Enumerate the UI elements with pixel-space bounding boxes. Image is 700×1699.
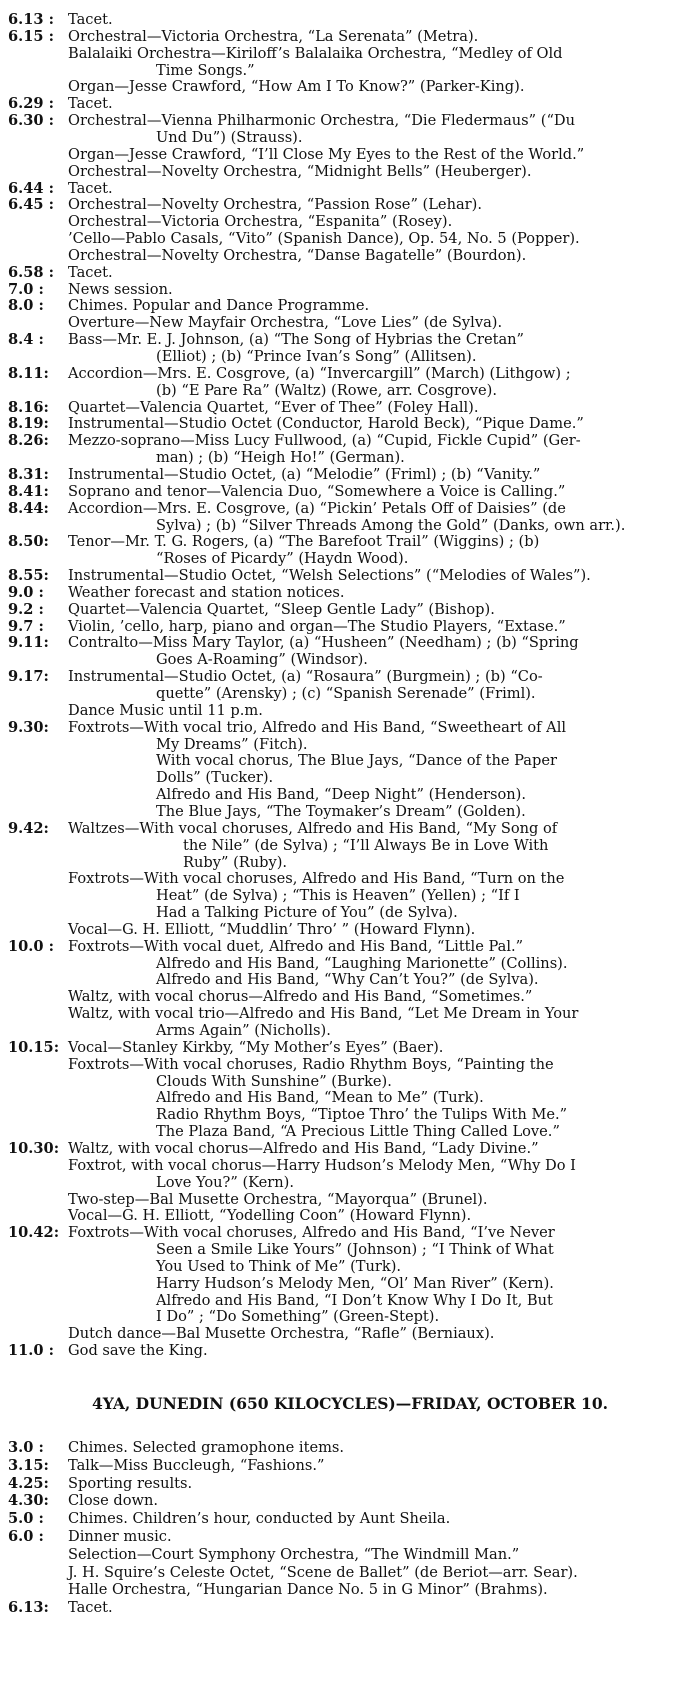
programme-text: Heat” (de Sylva) ; “This is Heaven” (Yellen) ; “If I <box>156 887 520 905</box>
programme-text: (b) “E Pare Ra” (Waltz) (Rowe, arr. Cosgrove). <box>156 381 497 399</box>
programme-line <box>8 837 692 855</box>
programme-line <box>8 382 692 400</box>
programme-text: Goes A-Roaming” (Windsor). <box>156 651 368 669</box>
programme-line <box>8 1039 692 1057</box>
programme-text: Sporting results. <box>68 1474 193 1492</box>
programme-line <box>8 517 692 535</box>
programme-text: You Used to Think of Me” (Turk). <box>156 1257 402 1275</box>
programme-text: Organ—Jesse Crawford, “I’ll Close My Eyes to the Rest of the World.” <box>68 145 585 163</box>
programme-text: Tacet. <box>68 95 113 113</box>
programme-line <box>8 500 692 518</box>
programme-text: Harry Hudson’s Melody Men, “Ol’ Man River” (Kern). <box>156 1274 554 1292</box>
programme-text: Bass—Mr. E. J. Johnson, (a) “The Song of Hybrias the Cretan” <box>68 331 525 349</box>
programme-line <box>8 365 692 383</box>
programme-line <box>8 971 692 989</box>
programme-text: Tacet. <box>68 179 113 197</box>
programme-line <box>8 904 692 922</box>
programme-line <box>8 348 692 366</box>
programme-line <box>8 634 692 652</box>
programme-text: My Dreams” (Fitch). <box>156 735 308 753</box>
programme-line <box>8 1325 692 1343</box>
programme-line <box>8 1457 692 1475</box>
programme-time: 9.42: <box>8 819 49 837</box>
programme-time: 7.0 : <box>8 280 44 298</box>
programme-line <box>8 281 692 299</box>
programme-time: 6.13: <box>8 1599 49 1617</box>
programme-line <box>8 449 692 467</box>
programme-text: Orchestral—Novelty Orchestra, “Danse Bagatelle” (Bourdon). <box>68 246 527 264</box>
programme-line <box>8 1106 692 1124</box>
programme-time: 6.13 : <box>8 11 55 28</box>
programme-line <box>8 550 692 568</box>
programme-line <box>8 163 692 181</box>
programme-text: Seen a Smile Like Yours” (Johnson) ; “I Think of What <box>156 1241 554 1259</box>
programme-line <box>8 1224 692 1242</box>
programme-text: Weather forecast and station notices. <box>68 583 345 601</box>
programme-text: Orchestral—Victoria Orchestra, “La Serenata” (Metra). <box>68 27 479 45</box>
programme-text: Sylva) ; (b) “Silver Threads Among the Gold” (Danks, own arr.). <box>156 516 626 534</box>
programme-text: “Roses of Picardy” (Haydn Wood). <box>156 550 409 568</box>
programme-time: 9.0 : <box>8 583 44 601</box>
programme-line <box>8 1056 692 1074</box>
programme-text: Had a Talking Picture of You” (de Sylva). <box>156 904 458 922</box>
programme-line <box>8 1140 692 1158</box>
programme-line <box>8 1157 692 1175</box>
programme-time: 9.7 : <box>8 617 44 635</box>
programme-line <box>8 78 692 96</box>
programme-line <box>8 432 692 450</box>
programme-line <box>8 820 692 838</box>
programme-time: 8.55: <box>8 567 49 585</box>
programme-line <box>8 921 692 939</box>
programme-text: Orchestral—Novelty Orchestra, “Midnight Bells” (Heuberger). <box>68 162 532 180</box>
programme-time: 8.4 : <box>8 331 44 349</box>
programme-text: Alfredo and His Band, “I Don’t Know Why I Do It, But <box>156 1291 553 1309</box>
programme-text: Selection—Court Symphony Orchestra, “The Windmill Man.” <box>68 1545 520 1563</box>
programme-time: 8.50: <box>8 533 49 551</box>
programme-text: Overture—New Mayfair Orchestra, “Love Lies” (de Sylva). <box>68 314 503 332</box>
programme-line <box>8 314 692 332</box>
programme-text: Close down. <box>68 1492 159 1510</box>
programme-line <box>8 95 692 113</box>
programme-time: 9.11: <box>8 634 49 652</box>
programme-text: ’Cello—Pablo Casals, “Vito” (Spanish Dance), Op. 54, No. 5 (Popper). <box>68 230 580 248</box>
programme-time: 6.29 : <box>8 95 55 113</box>
programme-line <box>8 651 692 669</box>
programme-line <box>8 618 692 636</box>
programme-text: Radio Rhythm Boys, “Tiptoe Thro’ the Tulips With Me.” <box>156 1106 568 1124</box>
programme-text: Foxtrots—With vocal duet, Alfredo and His Band, “Little Pal.” <box>68 937 524 955</box>
programme-line <box>8 1207 692 1225</box>
programme-text: Orchestral—Victoria Orchestra, “Espanita” (Rosey). <box>68 213 453 231</box>
programme-text: Vocal—G. H. Elliott, “Muddlin’ Thro’ ” (Howard Flynn). <box>68 920 476 938</box>
programme-text: Dinner music. <box>68 1528 172 1545</box>
programme-line <box>8 1275 692 1293</box>
programme-text: Orchestral—Novelty Orchestra, “Passion Rose” (Lehar). <box>68 196 482 214</box>
programme-line <box>8 1564 692 1582</box>
programme-line <box>8 584 692 602</box>
programme-time: 4.25: <box>8 1474 49 1492</box>
programme-line <box>8 668 692 686</box>
programme-time: 6.15 : <box>8 27 55 45</box>
programme-line <box>8 1123 692 1141</box>
programme-text: Waltz, with vocal chorus—Alfredo and His Band, “Sometimes.” <box>68 988 533 1006</box>
programme-text: Violin, ’cello, harp, piano and organ—The Studio Players, “Extase.” <box>68 617 566 635</box>
programme-text: Instrumental—Studio Octet (Conductor, Harold Beck), “Pique Dame.” <box>68 415 584 433</box>
programme-line <box>8 1528 692 1546</box>
programme-time: 10.42: <box>8 1224 60 1242</box>
programme-time: 8.0 : <box>8 297 44 315</box>
programme-line <box>8 1439 692 1457</box>
programme-time: 4.30: <box>8 1492 49 1510</box>
programme-line <box>8 399 692 417</box>
programme-line <box>8 601 692 619</box>
programme-time: 10.30: <box>8 1139 60 1157</box>
programme-text: Clouds With Sunshine” (Burke). <box>156 1072 392 1090</box>
programme-time: 10.15: <box>8 1038 60 1056</box>
programme-text: Tacet. <box>68 263 113 281</box>
programme-text: the Nile” (de Sylva) ; “I’ll Always Be in Love With <box>183 836 549 854</box>
programme-text: Organ—Jesse Crawford, “How Am I To Know?” (Parker-King). <box>68 78 525 96</box>
programme-text: Waltzes—With vocal choruses, Alfredo and His Band, “My Song of <box>68 819 558 837</box>
programme-line <box>8 331 692 349</box>
programme-text: Time Songs.” <box>156 61 255 79</box>
programme-line <box>8 685 692 703</box>
programme-line <box>8 955 692 973</box>
programme-time: 8.41: <box>8 482 49 500</box>
programme-time: 8.11: <box>8 364 49 382</box>
programme-text: Love You?” (Kern). <box>156 1173 295 1191</box>
programme-line <box>8 264 692 282</box>
programme-text: Chimes. Selected gramophone items. <box>68 1439 345 1456</box>
programme-text: Contralto—Miss Mary Taylor, (a) “Husheen” (Needham) ; (b) “Spring <box>68 634 579 652</box>
programme-time: 6.44 : <box>8 179 55 197</box>
programme-line <box>8 1073 692 1091</box>
programme-line <box>8 533 692 551</box>
programme-line <box>8 567 692 585</box>
programme-line <box>8 1292 692 1310</box>
programme-line <box>8 196 692 214</box>
programme-text: Alfredo and His Band, “Deep Night” (Henderson). <box>156 786 527 804</box>
programme-text: Vocal—G. H. Elliott, “Yodelling Coon” (Howard Flynn). <box>68 1207 472 1225</box>
programme-text: J. H. Squire’s Celeste Octet, “Scene de Ballet” (de Beriot—arr. Sear). <box>68 1563 578 1581</box>
programme-line <box>8 736 692 754</box>
programme-line <box>8 870 692 888</box>
programme-text: I Do” ; “Do Something” (Green-Stept). <box>156 1308 440 1326</box>
programme-text: Tacet. <box>68 1599 113 1617</box>
programme-text: Balalaiki Orchestra—Kiriloff’s Balalaika Orchestra, “Medley of Old <box>68 44 563 62</box>
programme-line <box>8 887 692 905</box>
programme-time: 8.26: <box>8 432 49 450</box>
programme-text: Dolls” (Tucker). <box>156 769 274 787</box>
programme-text: Und Du”) (Strauss). <box>156 128 303 146</box>
programme-time: 8.16: <box>8 398 49 416</box>
programme-line <box>8 1510 692 1528</box>
programme-line <box>8 938 692 956</box>
programme-line <box>8 702 692 720</box>
programme-text: Halle Orchestra, “Hungarian Dance No. 5 in G Minor” (Brahms). <box>68 1581 548 1599</box>
programme-text: Alfredo and His Band, “Mean to Me” (Turk). <box>156 1089 484 1107</box>
programme-line <box>8 28 692 46</box>
programme-text: Dutch dance—Bal Musette Orchestra, “Rafle” (Berniaux). <box>68 1325 495 1343</box>
programme-text: Accordion—Mrs. E. Cosgrove, (a) “Pickin’ Petals Off of Daisies” (de <box>68 499 566 517</box>
programme-line <box>8 1089 692 1107</box>
programme-line <box>8 112 692 130</box>
programme-line <box>8 988 692 1006</box>
programme-line <box>8 213 692 231</box>
programme-text: Chimes. Popular and Dance Programme. <box>68 297 370 315</box>
programme-text: Orchestral—Vienna Philharmonic Orchestra, “Die Fledermaus” (“Du <box>68 112 576 130</box>
programme-time: 3.15: <box>8 1456 49 1474</box>
programme-text: quette” (Arensky) ; (c) “Spanish Serenade” (Friml). <box>156 685 536 702</box>
programme-time: 6.45 : <box>8 196 55 214</box>
programme-time: 9.2 : <box>8 600 44 618</box>
programme-line <box>8 1342 692 1360</box>
programme-line <box>8 1308 692 1326</box>
programme-text: Chimes. Children’s hour, conducted by Aunt Sheila. <box>68 1510 451 1528</box>
programme-text: Talk—Miss Buccleugh, “Fashions.” <box>68 1456 325 1474</box>
programme-line <box>8 1546 692 1564</box>
programme-line <box>8 1022 692 1040</box>
programme-line <box>8 1005 692 1023</box>
programme-text: News session. <box>68 280 173 298</box>
programme-line <box>8 247 692 265</box>
programme-text: Soprano and tenor—Valencia Duo, “Somewhere a Voice is Calling.” <box>68 482 566 500</box>
programme-time: 3.0 : <box>8 1439 44 1456</box>
programme-text: Foxtrots—With vocal choruses, Alfredo and His Band, “Turn on the <box>68 870 565 888</box>
programme-line <box>8 1492 692 1510</box>
programme-time: 5.0 : <box>8 1510 44 1528</box>
programme-line <box>8 62 692 80</box>
programme-text: Foxtrot, with vocal chorus—Harry Hudson’s Melody Men, “Why Do I <box>68 1156 576 1174</box>
programme-line <box>8 415 692 433</box>
programme-text: Tenor—Mr. T. G. Rogers, (a) “The Barefoot Trail” (Wiggins) ; (b) <box>68 533 540 551</box>
programme-line <box>8 1599 692 1617</box>
programme-text: The Plaza Band, “A Precious Little Thing Called Love.” <box>156 1123 560 1141</box>
programme-text: Mezzo-soprano—Miss Lucy Fullwood, (a) “Cupid, Fickle Cupid” (Ger- <box>68 432 581 450</box>
programme-time: 10.0 : <box>8 937 55 955</box>
programme-line <box>8 466 692 484</box>
programme-text: Waltz, with vocal chorus—Alfredo and His Band, “Lady Divine.” <box>68 1139 539 1157</box>
programme-text: Foxtrots—With vocal choruses, Alfredo and His Band, “I’ve Never <box>68 1224 555 1242</box>
programme-text: Foxtrots—With vocal trio, Alfredo and His Band, “Sweetheart of All <box>68 718 567 736</box>
programme-line <box>8 129 692 147</box>
programme-line <box>8 769 692 787</box>
programme-line <box>8 146 692 164</box>
programme-line <box>8 752 692 770</box>
programme-text: Quartet—Valencia Quartet, “Ever of Thee” (Foley Hall). <box>68 398 479 416</box>
programme-time: 6.58 : <box>8 263 55 281</box>
programme-text: Vocal—Stanley Kirkby, “My Mother’s Eyes” (Baer). <box>68 1038 444 1056</box>
programme-text: man) ; (b) “Heigh Ho!” (German). <box>156 449 405 467</box>
programme-text: Arms Again” (Nicholls). <box>156 1022 331 1039</box>
programme-time: 8.31: <box>8 465 49 483</box>
programme-line <box>8 297 692 315</box>
programme-line <box>8 1191 692 1209</box>
programme-line <box>8 1241 692 1259</box>
programme-text: Waltz, with vocal trio—Alfredo and His Band, “Let Me Dream in Your <box>68 1005 579 1023</box>
programme-line <box>8 230 692 248</box>
programme-line <box>8 803 692 821</box>
programme-time: 6.30 : <box>8 112 55 130</box>
programme-text: (Elliot) ; (b) “Prince Ivan’s Song” (Allitsen). <box>156 348 477 365</box>
programme-text: Alfredo and His Band, “Why Can’t You?” (de Sylva). <box>156 971 539 989</box>
programme-line <box>8 45 692 63</box>
programme-text: Instrumental—Studio Octet, “Welsh Selections” (“Melodies of Wales”). <box>68 567 591 585</box>
programme-text: With vocal chorus, The Blue Jays, “Dance of the Paper <box>156 752 557 770</box>
programme-text: The Blue Jays, “The Toymaker’s Dream” (Golden). <box>156 802 526 820</box>
programme-line <box>8 1174 692 1192</box>
programme-line <box>8 483 692 501</box>
programme-line <box>8 11 692 29</box>
programme-time: 8.44: <box>8 499 49 517</box>
programme-line <box>8 180 692 198</box>
programme-text: Foxtrots—With vocal choruses, Radio Rhythm Boys, “Painting the <box>68 1055 554 1073</box>
programme-text: Alfredo and His Band, “Laughing Marionette” (Collins). <box>156 954 568 972</box>
programme-line <box>8 1258 692 1276</box>
programme-text: Accordion—Mrs. E. Cosgrove, (a) “Invercargill” (March) (Lithgow) ; <box>68 364 571 382</box>
programme-text: Tacet. <box>68 11 113 28</box>
programme-line <box>8 1581 692 1599</box>
programme-time: 11.0 : <box>8 1342 55 1360</box>
programme-text: Instrumental—Studio Octet, (a) “Rosaura” (Burgmein) ; (b) “Co- <box>68 668 543 686</box>
programme-line <box>8 786 692 804</box>
station-heading: 4YA, DUNEDIN (650 KILOCYCLES)—FRIDAY, OCTOBER 10. <box>91 1394 608 1413</box>
programme-text: Two-step—Bal Musette Orchestra, “Mayorqua” (Brunel). <box>68 1190 488 1208</box>
programme-text: Ruby” (Ruby). <box>183 853 288 871</box>
programme-text: God save the King. <box>68 1342 208 1360</box>
programme-line <box>8 1475 692 1493</box>
programme-text: Instrumental—Studio Octet, (a) “Melodie” (Friml) ; (b) “Vanity.” <box>68 465 541 483</box>
programme-time: 8.19: <box>8 415 49 433</box>
programme-time: 9.17: <box>8 668 49 686</box>
programme-text: Dance Music until 11 p.m. <box>68 701 263 719</box>
programme-line <box>8 719 692 737</box>
programme-line <box>8 854 692 872</box>
programme-time: 6.0 : <box>8 1528 44 1545</box>
programme-text: Quartet—Valencia Quartet, “Sleep Gentle Lady” (Bishop). <box>68 600 495 618</box>
programme-time: 9.30: <box>8 718 49 736</box>
